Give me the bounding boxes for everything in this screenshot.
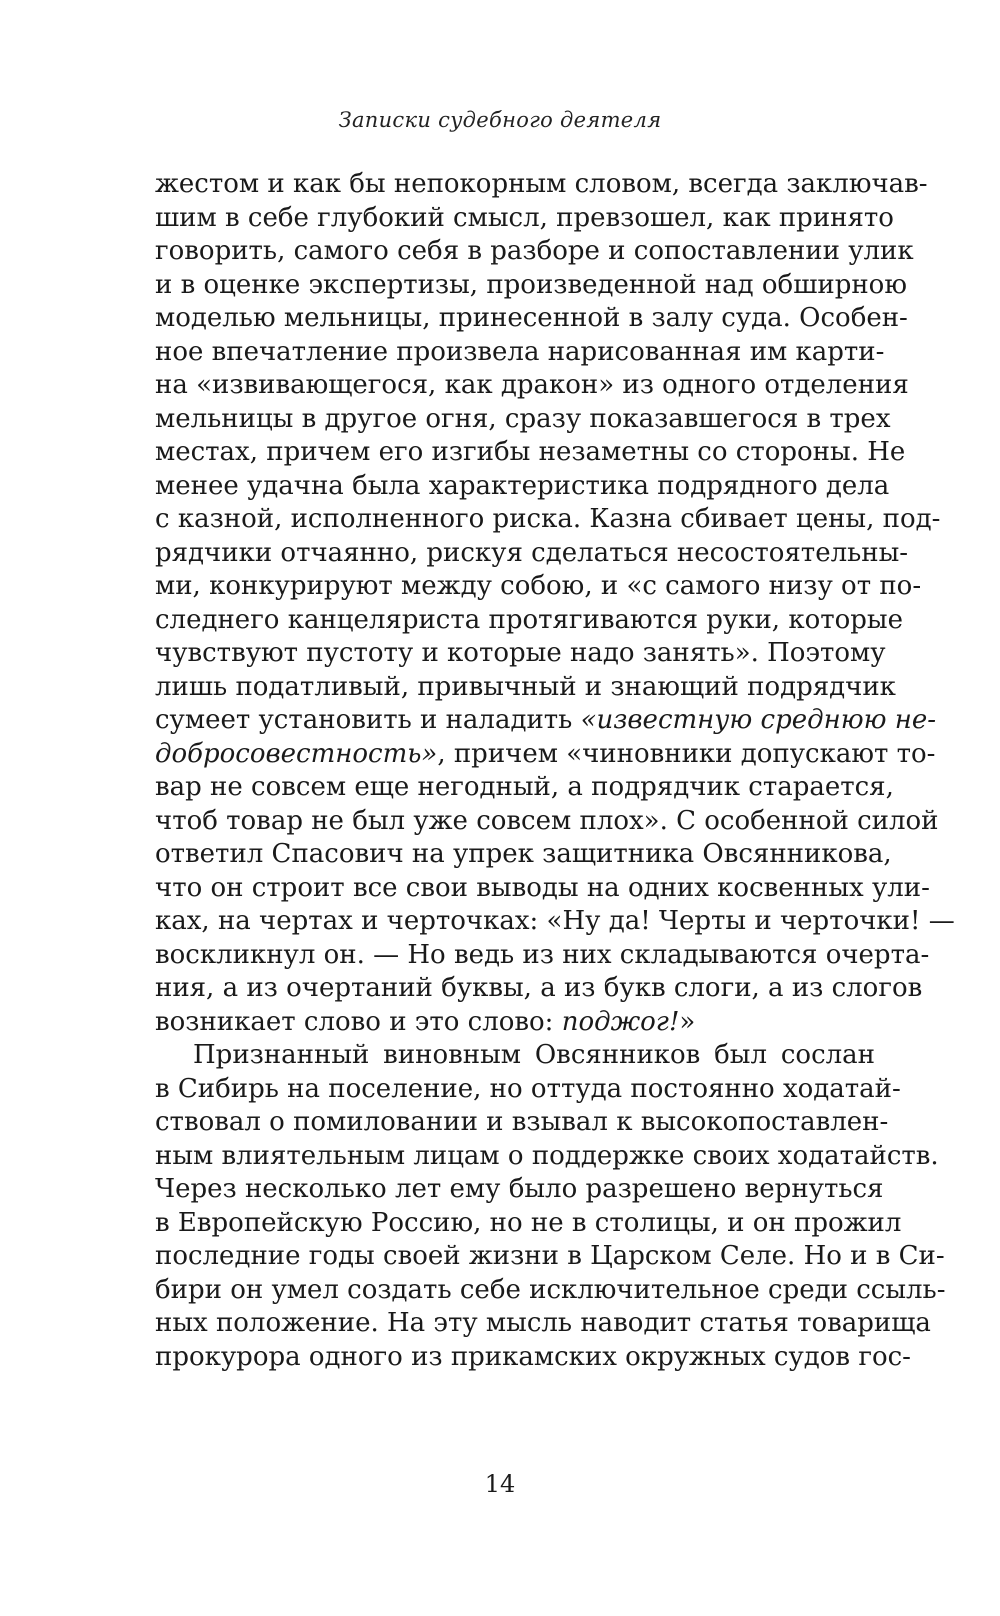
text-line [155,738,936,772]
text-line: ния, а из очертаний буквы, а из букв слоги, а из слогов [155,973,923,1003]
text-segment: » [679,1006,696,1037]
text-line: Через несколько лет ему было разрешено вернуться [155,1174,884,1204]
text-line: чтоб товар не был уже совсем плох». С особенной силой [155,805,939,836]
text-segment: , причем «чиновники допускают то- [437,738,936,769]
text-line: последние годы своей жизни в Царском Селе. Но и в Си- [155,1241,945,1271]
text-line: ми, конкурируют между собою, и «с самого низу от по- [155,571,922,601]
paragraph-1 [155,168,955,1039]
text-line [155,704,937,738]
text-segment: сумеет установить и наладить [155,705,581,735]
text-line: ных положение. На эту мысль наводит статья товарища [155,1308,931,1338]
paragraph-2 [155,1039,946,1374]
text-line: вар не совсем еще негодный, а подрядчик старается, [155,772,894,802]
text-line: рядчики отчаянно, рискуя сделаться несостоятельны- [155,537,909,568]
text-line: бири он умел создать себе исключительное среди ссыль- [155,1274,946,1305]
text-line: на «извивающегося, как дракон» из одного отделения [155,370,909,400]
text-line: воскликнул он. — Но ведь из них складываются очерта- [155,939,930,970]
text-line: моделью мельницы, принесенной в залу суда. Особен- [155,303,908,333]
text-line: в Сибирь на поселение, но оттуда постоянно ходатай- [155,1073,901,1104]
text-line [155,1006,875,1040]
text-line: в Европейскую Россию, но не в столицы, и он прожил [155,1207,902,1238]
text-line: шим в себе глубокий смысл, превзошел, как принято [155,202,894,233]
text-line: Признанный виновным Овсянников был сослан [193,1040,875,1070]
text-line: мельницы в другое огня, сразу показавшегося в трех [155,403,891,434]
text-line: менее удачна была характеристика подрядного дела [155,470,890,501]
text-line: местах, причем его изгибы незаметны со стороны. Не [155,437,906,467]
text-line: следнего канцеляриста протягиваются руки, которые [155,604,903,635]
text-line: и в оценке экспертизы, произведенной над обширною [155,269,907,300]
italic-quote: добросовестность» [155,738,438,769]
text-line: говорить, самого себя в разборе и сопоставлении улик [155,236,914,266]
text-line: чувствуют пустоту и которые надо занять». Поэтому [155,638,886,668]
page-number: 14 [484,1470,516,1498]
text-line: с казной, исполненного риска. Казна сбивает цены, под- [155,504,941,534]
body-text [155,168,955,1374]
italic-quote: «известную среднюю не- [580,705,937,735]
text-line: жестом и как бы непокорным словом, всегда заключав- [155,169,928,199]
text-line: ным влиятельным лицам о поддержке своих ходатайств. [155,1140,939,1171]
text-line: лишь податливый, привычный и знающий подрядчик [155,671,896,702]
text-line: ствовал о помиловании и взывал к высокопоставлен- [155,1107,889,1137]
text-line: ответил Спасович на упрек защитника Овсянникова, [155,839,892,869]
text-line: ное впечатление произвела нарисованная им карти- [155,336,885,367]
italic-word: поджог! [561,1006,680,1037]
text-line: что он строит все свои выводы на одних косвенных ули- [155,872,930,903]
text-segment: возникает слово и это слово: [155,1006,562,1037]
text-line: прокурора одного из прикамских окружных судов гос- [155,1341,911,1372]
running-title: Записки судебного деятеля [338,108,662,132]
text-line: ках, на чертах и черточках: «Ну да! Черты и черточки! — [155,906,955,936]
